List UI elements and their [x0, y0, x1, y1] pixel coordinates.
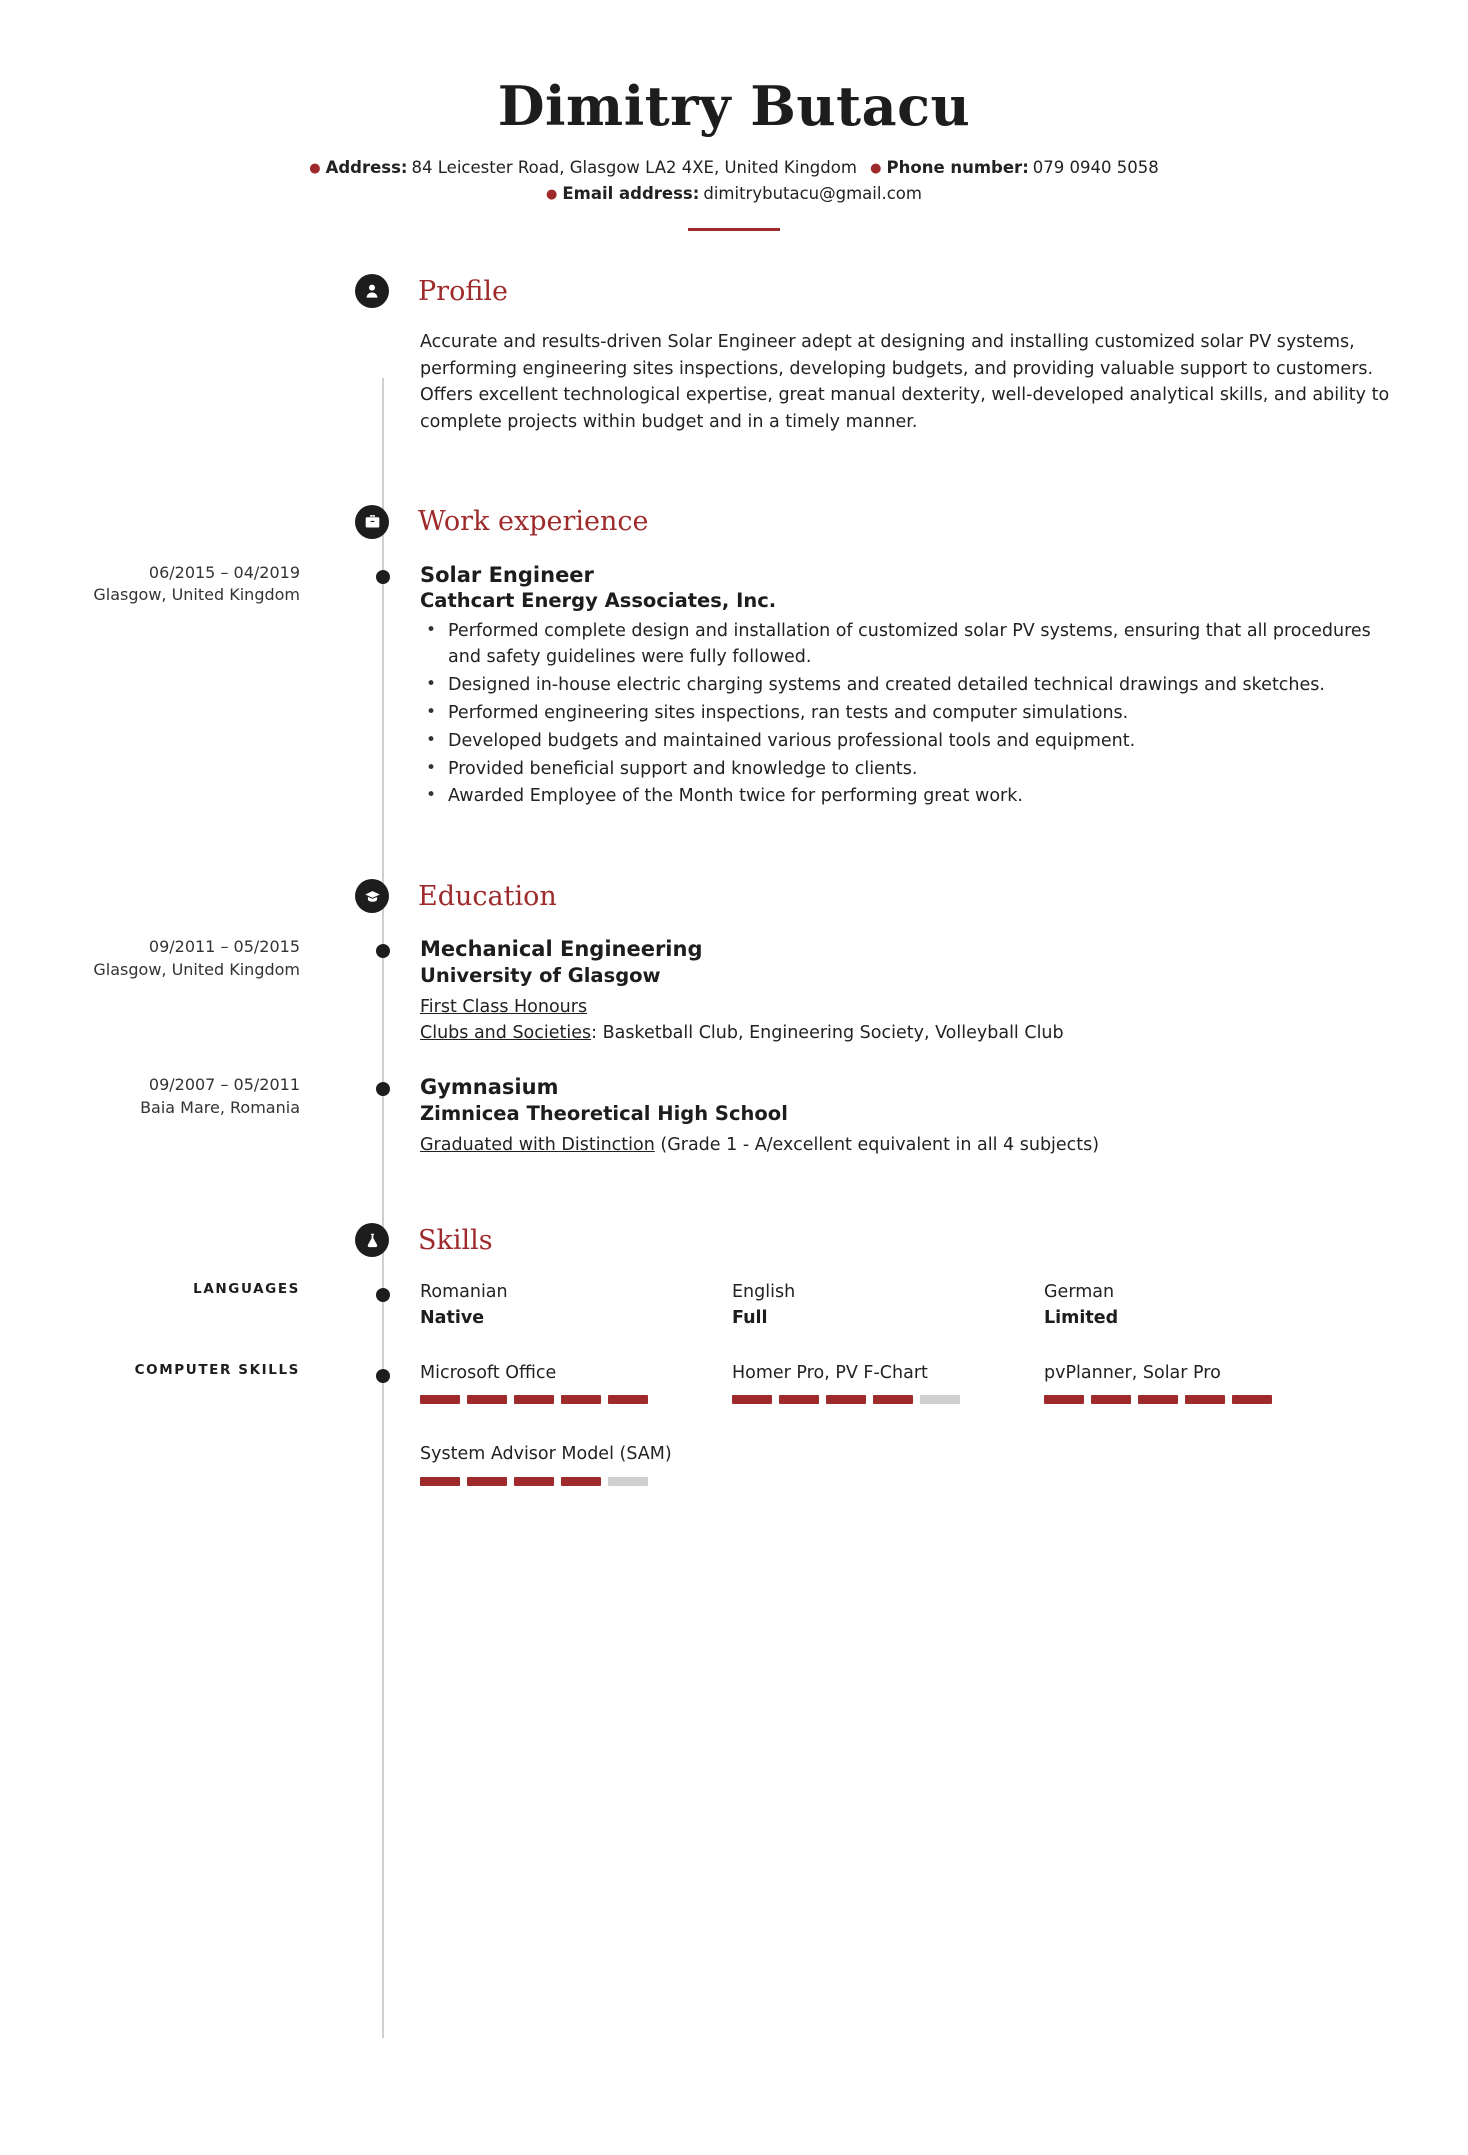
list-item: • Awarded Employee of the Month twice for performing great work.: [444, 784, 1408, 810]
education-dates: 09/2007 – 05/2011: [148, 1075, 300, 1095]
profile-row: [0, 329, 1468, 435]
rating-bar: [467, 1395, 507, 1404]
job-title: Solar Engineer: [420, 562, 594, 587]
rating-bar: [420, 1395, 460, 1404]
skills-heading: [0, 1216, 1468, 1264]
job-duties: [420, 619, 1408, 810]
email-label: Email address:: [562, 184, 700, 204]
education-note-2-rest: : Basketball Club, Engineering Society, Volleyball Club: [591, 1023, 1064, 1044]
list-item: • Provided beneficial support and knowledge to clients.: [444, 757, 1408, 783]
rating-bar: [826, 1395, 866, 1404]
list-item: • Performed complete design and installation of customized solar PV systems, ensuring that all procedures and safety guidelines were fully followed.: [444, 619, 1408, 671]
timeline-dot: [376, 570, 390, 584]
language-level: Full: [732, 1307, 768, 1328]
education-details: [340, 936, 1468, 1046]
rating-bar: [1185, 1395, 1225, 1404]
education-heading: [0, 872, 1468, 920]
rating-bar: [561, 1477, 601, 1486]
education-details: [340, 1074, 1468, 1158]
skill-rating: [1044, 1395, 1332, 1404]
skill-rating: [420, 1477, 708, 1486]
section-title: Profile: [418, 275, 508, 307]
language-level: Native: [420, 1307, 485, 1328]
education-item: [0, 936, 1468, 1046]
contact-line-1: [0, 155, 1468, 182]
education-note-2: [420, 1020, 1408, 1046]
rating-bar: [608, 1395, 648, 1404]
header: [0, 74, 1468, 231]
institution-name: University of Glasgow: [420, 963, 661, 987]
address-label: Address:: [325, 157, 408, 177]
rating-bar: [514, 1395, 554, 1404]
rating-bar: [514, 1477, 554, 1486]
education-item: [0, 1074, 1468, 1158]
briefcase-icon: [355, 505, 389, 539]
rating-bar: [1091, 1395, 1131, 1404]
section-title: Work experience: [418, 506, 649, 537]
work-meta: [0, 562, 340, 813]
education-note-1: [420, 1132, 1408, 1158]
person-icon: [355, 274, 389, 308]
work-item: [0, 562, 1468, 813]
language-name: German: [1044, 1282, 1115, 1303]
rating-bar: [1138, 1395, 1178, 1404]
bullet-icon: ●: [546, 187, 558, 203]
education-meta: [0, 936, 340, 1046]
computer-skills-grid: [340, 1361, 1468, 1486]
phone-label: Phone number:: [886, 157, 1029, 177]
header-divider: [688, 228, 780, 231]
list-item: • Designed in-house electric charging systems and created detailed technical drawings and sketches.: [444, 673, 1408, 699]
page-title: Dimitry Butacu: [497, 74, 971, 138]
computer-skill-name: Microsoft Office: [420, 1363, 557, 1384]
profile-text: Accurate and results-driven Solar Engineer adept at designing and installing customized solar PV systems, performing engineering sites inspections, developing budgets, and providing valuable support to customers. Offers excellent technological expertise, great manual dexterity, well-developed analytical skills, and ability to complete projects within budget and in a timely manner.: [420, 332, 1390, 432]
flask-icon: [355, 1223, 389, 1257]
computer-skill-item: [732, 1361, 1044, 1404]
rating-bar: [779, 1395, 819, 1404]
education-note-1-rest: (Grade 1 - A/excellent equivalent in all 4 subjects): [654, 1135, 1100, 1156]
education-dates: 09/2011 – 05/2015: [148, 937, 300, 957]
education-location: Baia Mare, Romania: [140, 1098, 300, 1118]
degree-title: Mechanical Engineering: [420, 937, 703, 962]
rating-bar: [1044, 1395, 1084, 1404]
resume-page: [0, 74, 1468, 2155]
job-organization: Cathcart Energy Associates, Inc.: [420, 588, 777, 612]
section-profile: [0, 267, 1468, 435]
computer-skills-label: COMPUTER SKILLS: [134, 1362, 300, 1379]
profile-body: [340, 329, 1468, 435]
language-level: Limited: [1044, 1307, 1119, 1328]
section-education: [0, 872, 1468, 1158]
bullet-icon: ●: [309, 160, 321, 176]
skill-rating: [420, 1395, 708, 1404]
rating-bar: [873, 1395, 913, 1404]
degree-title: Gymnasium: [420, 1075, 559, 1100]
education-meta: [0, 1074, 340, 1158]
education-note-1-underlined: First Class Honours: [420, 996, 588, 1017]
address-value: 84 Leicester Road, Glasgow LA2 4XE, United Kingdom: [411, 157, 857, 177]
language-item: [732, 1280, 1044, 1331]
profile-left: [0, 329, 340, 435]
work-heading: [0, 498, 1468, 546]
computer-skill-name: System Advisor Model (SAM): [420, 1444, 672, 1465]
computer-skill-name: Homer Pro, PV F-Chart: [732, 1363, 928, 1384]
language-item: [1044, 1280, 1356, 1331]
rating-bar: [420, 1477, 460, 1486]
skill-rating: [732, 1395, 1020, 1404]
graduation-cap-icon: [355, 879, 389, 913]
bullet-icon: ●: [870, 160, 882, 176]
education-note-2-underlined: Clubs and Societies: [420, 1023, 592, 1044]
timeline-dot: [376, 1369, 390, 1383]
computer-skill-item: [1044, 1361, 1356, 1404]
phone-value: 079 0940 5058: [1032, 157, 1159, 177]
list-item: • Performed engineering sites inspections, ran tests and computer simulations.: [444, 701, 1408, 727]
profile-heading: [0, 267, 1468, 315]
computer-skill-name: pvPlanner, Solar Pro: [1044, 1363, 1221, 1384]
skills-computer-row: [0, 1361, 1468, 1486]
email-value[interactable]: dimitrybutacu@gmail.com: [703, 184, 922, 204]
contact-block: [0, 155, 1468, 208]
language-name: English: [732, 1282, 796, 1303]
language-item: [420, 1280, 732, 1331]
work-dates: 06/2015 – 04/2019: [148, 562, 300, 582]
work-details: [340, 562, 1468, 813]
education-location: Glasgow, United Kingdom: [93, 960, 300, 980]
rating-bar: [920, 1395, 960, 1404]
section-title: Education: [418, 880, 557, 912]
language-name: Romanian: [420, 1282, 508, 1303]
education-note-1-underlined: Graduated with Distinction: [420, 1135, 655, 1156]
computer-skill-item: [420, 1442, 732, 1485]
rating-bar: [608, 1477, 648, 1486]
languages-label-col: [0, 1280, 340, 1331]
section-title: Skills: [418, 1224, 493, 1256]
rating-bar: [467, 1477, 507, 1486]
work-location: Glasgow, United Kingdom: [93, 585, 300, 605]
languages-label: LANGUAGES: [193, 1281, 300, 1298]
rating-bar: [732, 1395, 772, 1404]
languages-grid: [340, 1280, 1468, 1331]
skills-languages-row: [0, 1280, 1468, 1331]
section-skills: [0, 1216, 1468, 1486]
section-work-experience: [0, 498, 1468, 813]
computer-skill-item: [420, 1361, 732, 1404]
list-item: • Developed budgets and maintained various professional tools and equipment.: [444, 729, 1408, 755]
contact-line-2: [0, 181, 1468, 208]
education-note-1: [420, 994, 1408, 1020]
computer-skills-label-col: [0, 1361, 340, 1486]
institution-name: Zimnicea Theoretical High School: [420, 1101, 788, 1125]
rating-bar: [561, 1395, 601, 1404]
rating-bar: [1232, 1395, 1272, 1404]
